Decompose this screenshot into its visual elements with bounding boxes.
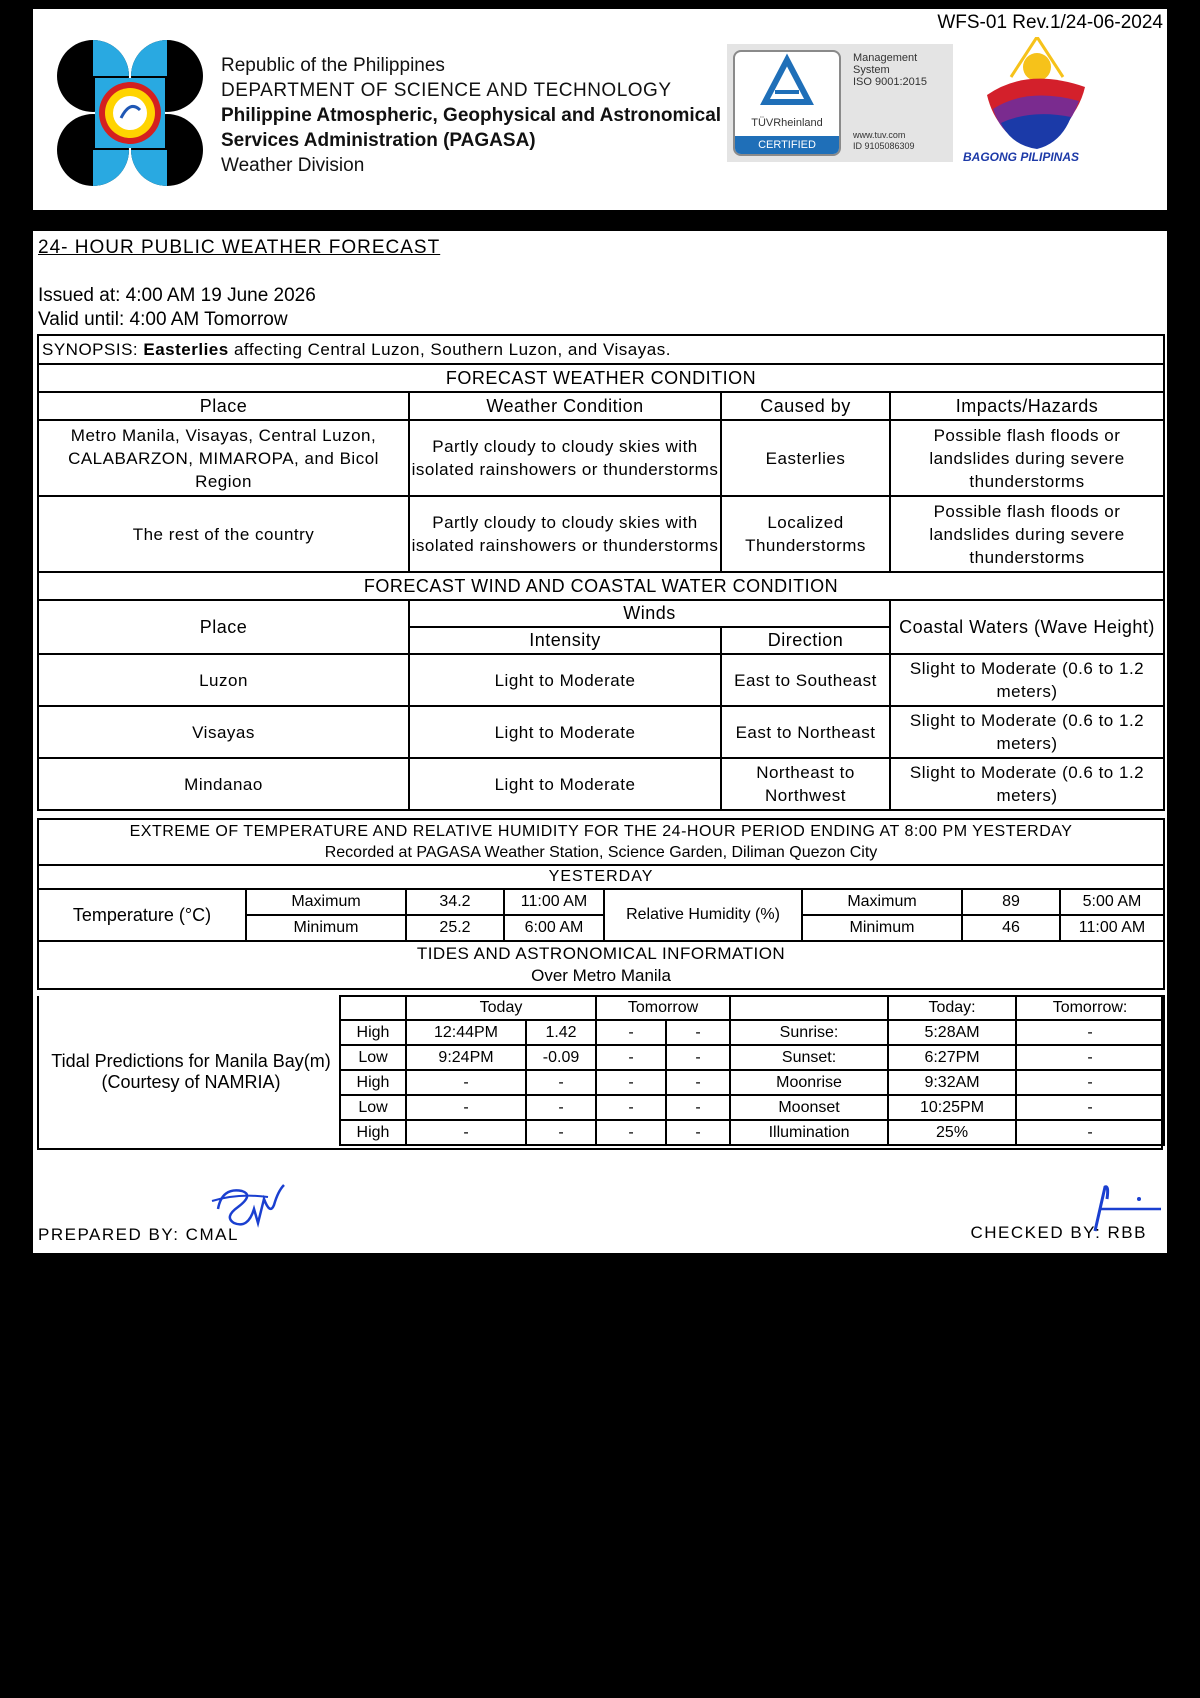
tide-type: High	[340, 1070, 406, 1095]
tuv-badge-top: TÜVRheinland	[751, 117, 823, 129]
table-cell: -	[596, 1120, 666, 1145]
extremes-heading	[38, 819, 1164, 865]
table-cell: 10:25PM	[888, 1095, 1016, 1120]
table-cell: -	[596, 1095, 666, 1120]
table-cell: -	[666, 1120, 730, 1145]
table-cell	[730, 996, 888, 1020]
tide-type: Low	[340, 1045, 406, 1070]
forecast-title: 24- HOUR PUBLIC WEATHER FORECAST	[38, 237, 441, 258]
cert-line: System	[853, 64, 890, 76]
agency-line: Republic of the Philippines	[221, 55, 445, 76]
table-cell: 5:28AM	[888, 1020, 1016, 1045]
agency-line: DEPARTMENT OF SCIENCE AND TECHNOLOGY	[221, 80, 672, 101]
cert-line: Management	[853, 52, 918, 64]
table-cell: -	[526, 1120, 596, 1145]
yesterday-heading: YESTERDAY	[38, 865, 1164, 889]
table-cell: Visayas	[38, 706, 409, 758]
table-cell: -	[526, 1095, 596, 1120]
max-label: Maximum	[246, 889, 406, 915]
cert-small-line: ID 9105086309	[853, 141, 915, 151]
tides-heading	[38, 941, 1164, 989]
column-header: Direction	[721, 627, 890, 654]
agency-line: Philippine Atmospheric, Geophysical and Astronomical	[221, 105, 722, 126]
section-heading: FORECAST WEATHER CONDITION	[38, 364, 1164, 392]
tuv-badge-bottom: CERTIFIED	[735, 136, 839, 154]
table-cell: -	[1016, 1095, 1164, 1120]
synopsis	[38, 335, 1164, 364]
table-cell: -	[596, 1020, 666, 1045]
table-cell: Light to Moderate	[409, 654, 721, 706]
rh-min: 46	[962, 915, 1060, 941]
max-label: Maximum	[802, 889, 962, 915]
table-cell: Slight to Moderate (0.6 to 1.2 meters)	[890, 758, 1164, 810]
min-label: Minimum	[246, 915, 406, 941]
table-cell: -	[666, 1070, 730, 1095]
cert-line: ISO 9001:2015	[853, 76, 928, 88]
agency-line: Weather Division	[221, 155, 365, 176]
weather-condition-table	[37, 334, 1165, 811]
table-cell: East to Northeast	[721, 706, 890, 758]
table-cell: -	[666, 1020, 730, 1045]
table-cell: Light to Moderate	[409, 758, 721, 810]
table-cell: Northeast to Northwest	[721, 758, 890, 810]
tide-type: High	[340, 1120, 406, 1145]
table-cell: -	[1016, 1070, 1164, 1095]
table-cell: Possible flash floods or landslides during severe thunderstorms	[890, 420, 1164, 496]
section-heading: FORECAST WIND AND COASTAL WATER CONDITION	[38, 572, 1164, 600]
cert-text	[853, 52, 949, 88]
tidal-predictions-label: Tidal Predictions for Manila Bay(m) (Courtesy of NAMRIA)	[51, 1051, 331, 1092]
table-cell: Slight to Moderate (0.6 to 1.2 meters)	[890, 706, 1164, 758]
table-cell: -	[526, 1070, 596, 1095]
extremes-table	[37, 818, 1165, 990]
forecast-document	[33, 231, 1167, 1253]
table-cell	[340, 996, 406, 1020]
rh-min-time: 11:00 AM	[1060, 915, 1164, 941]
tuv-certification	[727, 44, 953, 162]
document-header	[33, 9, 1167, 210]
synopsis-text: affecting Central Luzon, Southern Luzon, and Visayas.	[228, 340, 671, 359]
agency-name	[221, 53, 721, 178]
table-cell: -	[406, 1120, 526, 1145]
table-cell: 12:44PM	[406, 1020, 526, 1045]
table-cell: -	[406, 1070, 526, 1095]
table-cell: -	[406, 1095, 526, 1120]
table-cell: 25%	[888, 1120, 1016, 1145]
extremes-title: EXTREME OF TEMPERATURE AND RELATIVE HUMIDITY FOR THE 24-HOUR PERIOD ENDING AT 8:00 PM YESTERDAY	[129, 823, 1073, 840]
tide-type: High	[340, 1020, 406, 1045]
document-code: WFS-01 Rev.1/24-06-2024	[937, 12, 1163, 33]
table-cell: Partly cloudy to cloudy skies with isolated rainshowers or thunderstorms	[409, 420, 721, 496]
pagasa-logo-icon	[55, 38, 205, 188]
astro-label: Moonrise	[730, 1070, 888, 1095]
column-header: Tomorrow:	[1016, 996, 1164, 1020]
table-cell: Partly cloudy to cloudy skies with isolated rainshowers or thunderstorms	[409, 496, 721, 572]
tides-subtitle: Over Metro Manila	[531, 966, 671, 985]
tide-type: Low	[340, 1095, 406, 1120]
table-cell: Luzon	[38, 654, 409, 706]
table-cell: Mindanao	[38, 758, 409, 810]
issued-at: Issued at: 4:00 AM 19 June 2026	[38, 285, 316, 306]
synopsis-prefix: SYNOPSIS:	[42, 340, 144, 359]
table-cell: -	[1016, 1120, 1164, 1145]
table-cell: -	[666, 1095, 730, 1120]
synopsis-cause: Easterlies	[143, 340, 229, 359]
table-cell: 6:27PM	[888, 1045, 1016, 1070]
extremes-subtitle: Recorded at PAGASA Weather Station, Science Garden, Diliman Quezon City	[324, 844, 878, 861]
prepared-by: PREPARED BY: CMAL	[38, 1225, 239, 1244]
table-cell: Localized Thunderstorms	[721, 496, 890, 572]
astro-label: Sunset:	[730, 1045, 888, 1070]
temperature-label: Temperature (°C)	[38, 889, 246, 941]
column-header: Impacts/Hazards	[890, 392, 1164, 420]
column-header: Intensity	[409, 627, 721, 654]
column-header: Caused by	[721, 392, 890, 420]
rh-max: 89	[962, 889, 1060, 915]
astro-label: Sunrise:	[730, 1020, 888, 1045]
table-cell: -	[666, 1045, 730, 1070]
tides-table	[339, 995, 1165, 1146]
tuv-triangle-icon	[735, 52, 839, 112]
table-cell: Possible flash floods or landslides during severe thunderstorms	[890, 496, 1164, 572]
temp-min-time: 6:00 AM	[504, 915, 604, 941]
table-cell: -0.09	[526, 1045, 596, 1070]
table-cell: 9:24PM	[406, 1045, 526, 1070]
tuv-badge	[733, 50, 841, 156]
column-header: Place	[38, 600, 409, 654]
table-cell: The rest of the country	[38, 496, 409, 572]
agency-line: Services Administration (PAGASA)	[221, 130, 536, 151]
table-cell: -	[596, 1045, 666, 1070]
min-label: Minimum	[802, 915, 962, 941]
astro-label: Moonset	[730, 1095, 888, 1120]
column-header: Weather Condition	[409, 392, 721, 420]
cert-id	[853, 130, 949, 152]
cert-small-line: www.tuv.com	[853, 130, 906, 140]
column-header: Tomorrow	[596, 996, 730, 1020]
table-cell: -	[1016, 1045, 1164, 1070]
column-header: Winds	[409, 600, 890, 627]
bagong-pilipinas-label: BAGONG PILIPINAS	[963, 150, 1080, 164]
temp-max: 34.2	[406, 889, 504, 915]
table-cell: Slight to Moderate (0.6 to 1.2 meters)	[890, 654, 1164, 706]
table-cell: East to Southeast	[721, 654, 890, 706]
temp-max-time: 11:00 AM	[504, 889, 604, 915]
column-header: Place	[38, 392, 409, 420]
temp-min: 25.2	[406, 915, 504, 941]
table-cell: 9:32AM	[888, 1070, 1016, 1095]
column-header: Coastal Waters (Wave Height)	[890, 600, 1164, 654]
column-header: Today	[406, 996, 596, 1020]
table-cell: Metro Manila, Visayas, Central Luzon, CALABARZON, MIMAROPA, and Bicol Region	[38, 420, 409, 496]
humidity-label: Relative Humidity (%)	[604, 889, 802, 941]
table-cell: -	[596, 1070, 666, 1095]
checked-by: CHECKED BY: RBB	[970, 1223, 1147, 1242]
table-cell: Easterlies	[721, 420, 890, 496]
table-cell: -	[1016, 1020, 1164, 1045]
rh-max-time: 5:00 AM	[1060, 889, 1164, 915]
tides-title: TIDES AND ASTRONOMICAL INFORMATION	[416, 944, 786, 963]
column-header: Today:	[888, 996, 1016, 1020]
valid-until: Valid until: 4:00 AM Tomorrow	[38, 309, 288, 330]
astro-label: Illumination	[730, 1120, 888, 1145]
table-cell: 1.42	[526, 1020, 596, 1045]
table-cell: Light to Moderate	[409, 706, 721, 758]
